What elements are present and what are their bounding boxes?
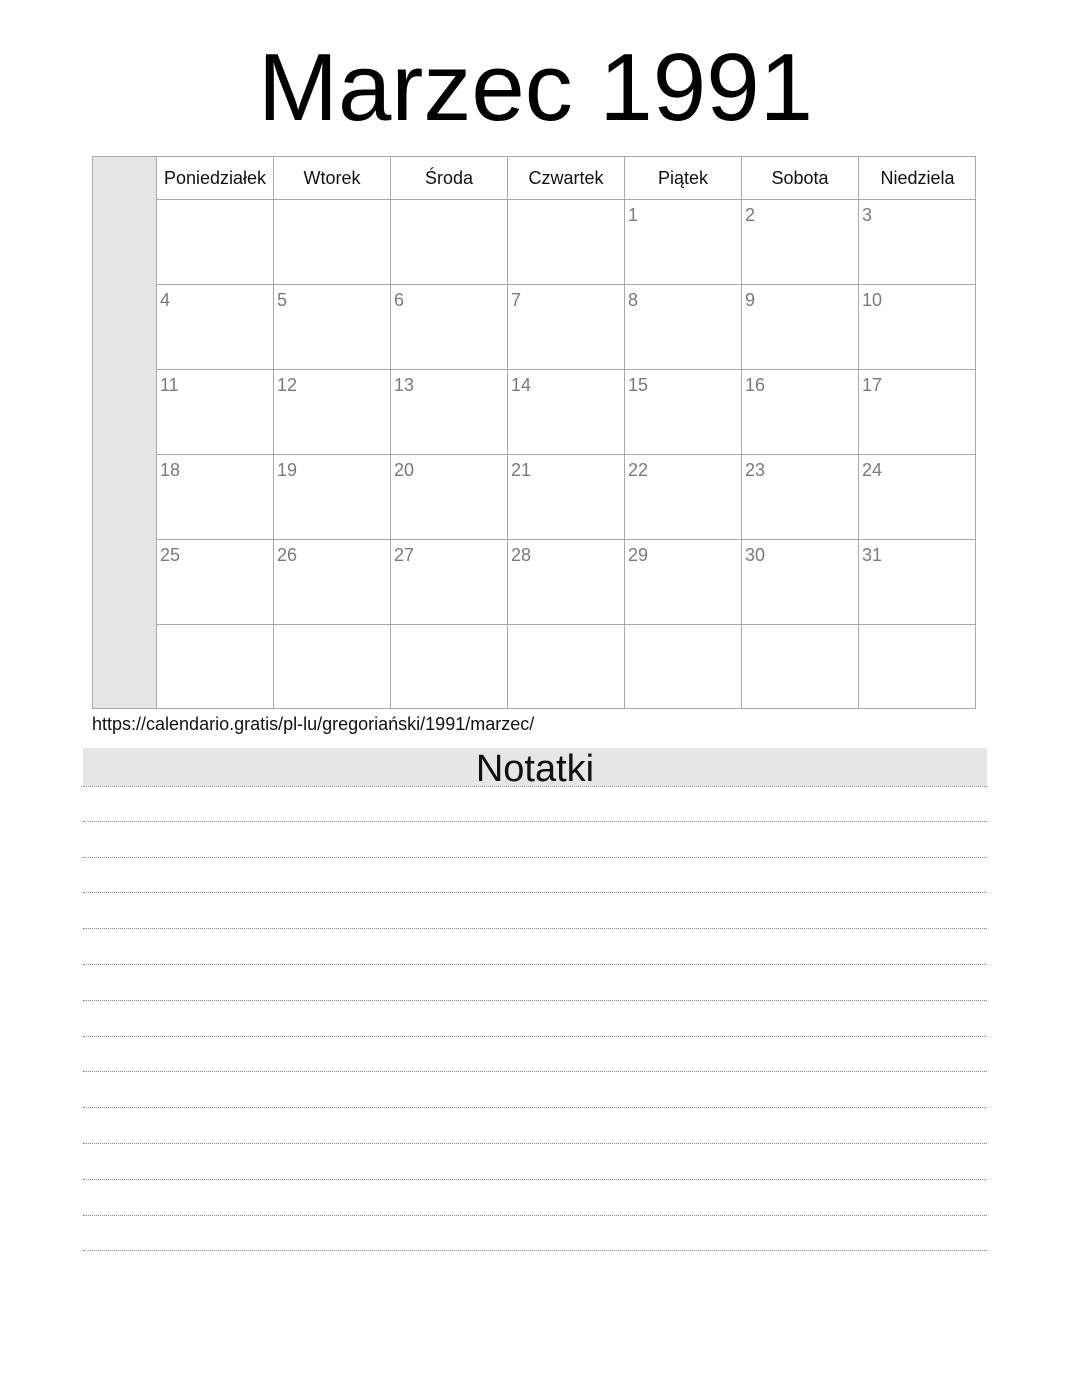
- day-cell: 10: [862, 290, 883, 310]
- day-cell: 6: [391, 285, 508, 369]
- day-cell: 1: [625, 200, 742, 284]
- month-calendar: [92, 156, 976, 709]
- day-cell: [274, 200, 391, 284]
- day-cell: [625, 625, 742, 708]
- day-cell: 15: [625, 370, 742, 454]
- notes-title: Notatki: [83, 748, 987, 786]
- note-line[interactable]: [83, 786, 987, 822]
- day-cell: 19: [274, 455, 391, 539]
- day-cell: 28: [508, 540, 625, 624]
- day-cell: [157, 625, 274, 708]
- note-line[interactable]: [83, 1072, 987, 1108]
- note-line[interactable]: [83, 1001, 987, 1037]
- source-link[interactable]: https://calendario.gratis/pl-lu/gregoriański/1991/marzec/: [92, 714, 535, 734]
- note-line[interactable]: [83, 858, 987, 894]
- day-cell: 27: [391, 540, 508, 624]
- day-cell: [274, 625, 391, 708]
- day-cell: 4: [157, 285, 274, 369]
- note-line[interactable]: [83, 1108, 987, 1144]
- day-cell: [859, 625, 976, 708]
- day-cell: 14: [508, 370, 625, 454]
- weekday-header: Niedziela: [880, 168, 955, 188]
- day-cell: 26: [274, 540, 391, 624]
- note-line[interactable]: [83, 965, 987, 1001]
- day-cell: 30: [742, 540, 859, 624]
- day-cell: 2: [742, 200, 859, 284]
- day-cell: 12: [274, 370, 391, 454]
- weekday-header: Czwartek: [508, 157, 625, 199]
- day-cell: 22: [625, 455, 742, 539]
- weekday-header: Poniedziałek: [157, 157, 274, 199]
- day-cell: 23: [742, 455, 859, 539]
- day-cell: 16: [742, 370, 859, 454]
- week-row: [157, 540, 976, 625]
- day-cell: 3: [862, 205, 873, 225]
- weekday-header: Wtorek: [274, 157, 391, 199]
- day-cell: 17: [862, 375, 883, 395]
- day-cell: 11: [157, 370, 274, 454]
- weekday-header: Środa: [391, 157, 508, 199]
- week-row: [157, 285, 976, 370]
- week-number-column: [93, 157, 157, 708]
- day-cell: 31: [862, 545, 883, 565]
- week-row: [157, 455, 976, 540]
- day-cell: 29: [625, 540, 742, 624]
- weekday-header: Sobota: [742, 157, 859, 199]
- day-cell: 20: [391, 455, 508, 539]
- day-cell: [391, 200, 508, 284]
- day-cell: 7: [508, 285, 625, 369]
- week-row: [157, 370, 976, 455]
- day-cell: [157, 200, 274, 284]
- calendar-grid: [157, 157, 976, 708]
- weekday-header-row: [157, 157, 976, 200]
- day-cell: 8: [625, 285, 742, 369]
- day-cell: 13: [391, 370, 508, 454]
- day-cell: 21: [508, 455, 625, 539]
- day-cell: [742, 625, 859, 708]
- weekday-header: Piątek: [625, 157, 742, 199]
- note-line[interactable]: [83, 893, 987, 929]
- notes-area[interactable]: [83, 786, 987, 1251]
- note-line[interactable]: [83, 929, 987, 965]
- day-cell: [391, 625, 508, 708]
- page-title: Marzec 1991: [258, 34, 813, 141]
- note-line[interactable]: [83, 1180, 987, 1216]
- note-line[interactable]: [83, 822, 987, 858]
- day-cell: 25: [157, 540, 274, 624]
- day-cell: 9: [742, 285, 859, 369]
- day-cell: [508, 200, 625, 284]
- note-line[interactable]: [83, 1144, 987, 1180]
- day-cell: [508, 625, 625, 708]
- note-line[interactable]: [83, 1037, 987, 1073]
- day-cell: 5: [274, 285, 391, 369]
- week-row: [157, 625, 976, 708]
- note-line[interactable]: [83, 1216, 987, 1252]
- day-cell: 18: [157, 455, 274, 539]
- day-cell: 24: [862, 460, 883, 480]
- week-row: [157, 200, 976, 285]
